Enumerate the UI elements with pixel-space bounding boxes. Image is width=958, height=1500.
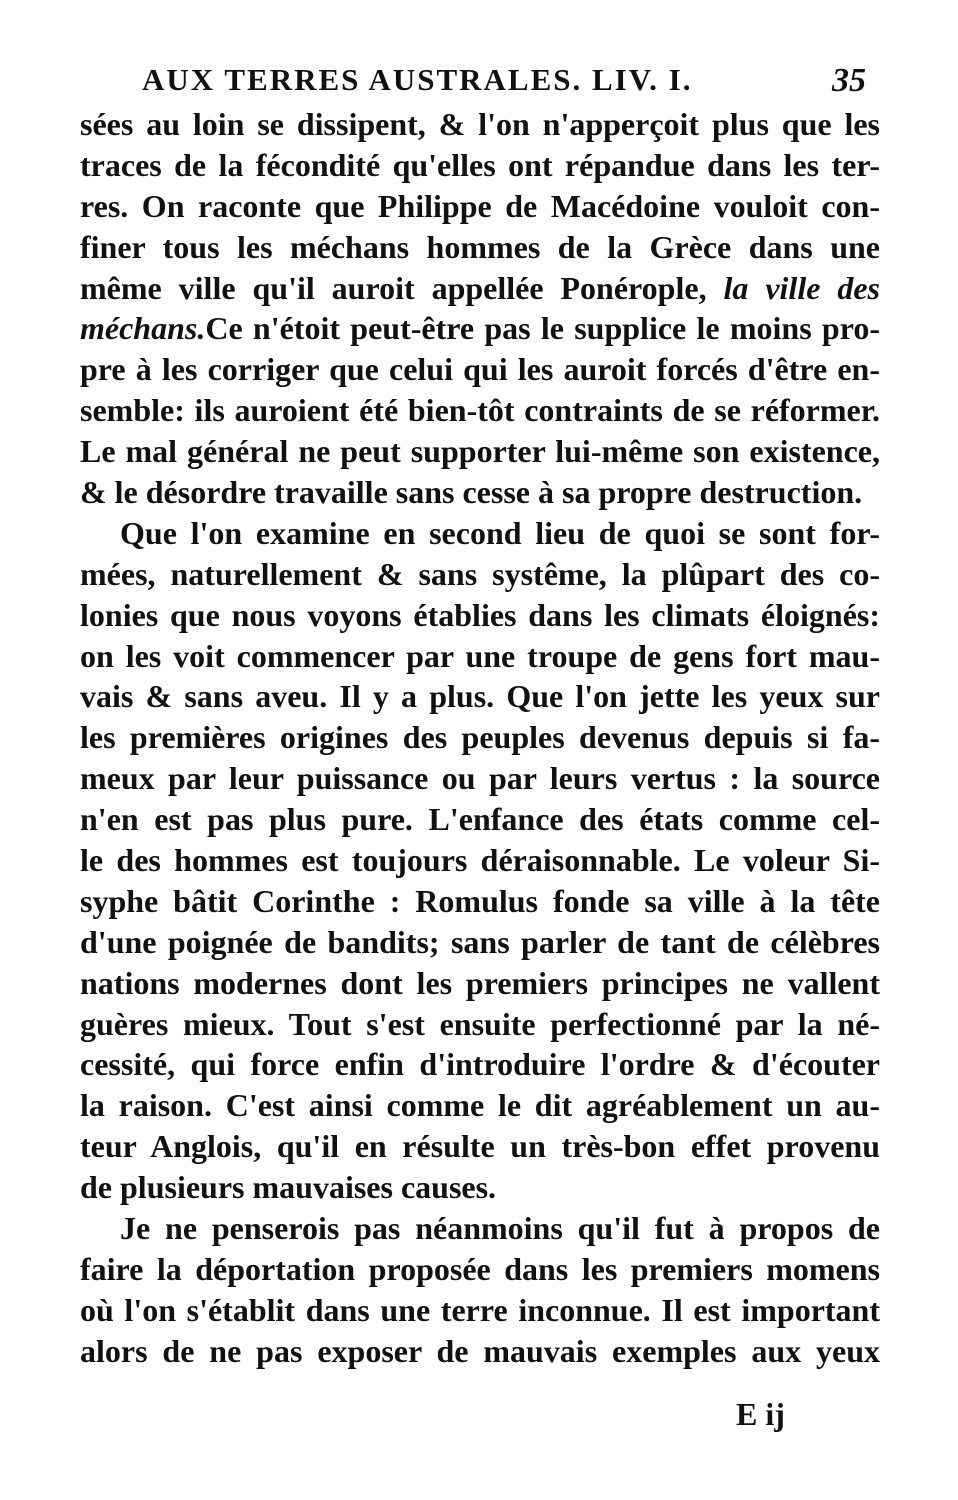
text-line: mées, naturellement & sans systême, la plûpart des co- — [80, 555, 880, 592]
italic-word: méchans. — [80, 310, 206, 347]
text-line: sées au loin se dissipent, & l'on n'apperçoit plus que les — [80, 106, 880, 142]
text-line: cessité, qui force enfin d'introduire l'ordre & d'écouter — [80, 1046, 880, 1083]
text-line: guères mieux. Tout s'est ensuite perfectionné par la né- — [80, 1005, 880, 1042]
text-line: où l'on s'établit dans une terre inconnue. Il est important — [80, 1291, 880, 1328]
text-line: & le désordre travaille sans cesse à sa propre destruction. — [80, 474, 863, 511]
text-line: finer tous les méchans hommes de la Grèce dans une — [80, 228, 880, 265]
text-line: alors de ne pas exposer de mauvais exemples aux yeux — [80, 1332, 880, 1369]
running-head — [142, 58, 882, 104]
text-line: Le mal général ne peut supporter lui-même son existence, — [80, 433, 880, 470]
text-line: semble: ils auroient été bien-tôt contraints de se réformer. — [80, 392, 880, 429]
text-line-start: même ville qu'il auroit appellée Ponérople, — [80, 269, 707, 306]
text-line: d'une poignée de bandits; sans parler de tant de célèbres — [80, 923, 880, 960]
text-line: le des hommes est toujours déraisonnable. Le voleur Si- — [80, 842, 880, 879]
text-line: lonies que nous voyons établies dans les climats éloignés: — [80, 596, 880, 633]
text-line: nations modernes dont les premiers principes ne vallent — [80, 964, 880, 1001]
text-line: on les voit commencer par une troupe de gens fort mau- — [80, 637, 880, 674]
signature-mark: E ij — [736, 1396, 785, 1432]
text-line: vais & sans aveu. Il y a plus. Que l'on jette les yeux sur — [80, 678, 880, 715]
text-line: Je ne penserois pas néanmoins qu'il fut à propos de — [120, 1210, 880, 1247]
page-number: 35 — [832, 62, 866, 99]
text-line-rest: Ce n'étoit peut-être pas le supplice le moins pro- — [205, 310, 880, 347]
text-line: res. On raconte que Philippe de Macédoine vouloit con- — [80, 187, 880, 224]
text-line: n'en est pas plus pure. L'enfance des états comme cel- — [80, 801, 880, 838]
text-line: faire la déportation proposée dans les premiers momens — [80, 1250, 880, 1287]
text-line: les premières origines des peuples devenus depuis si fa- — [80, 719, 880, 756]
text-line: syphe bâtit Corinthe : Romulus fonde sa ville à la tête — [80, 882, 880, 919]
running-head-title: AUX TERRES AUSTRALES. LIV. I. — [142, 62, 693, 97]
italic-phrase: la ville des — [723, 269, 880, 306]
text-line: traces de la fécondité qu'elles ont répandue dans les ter- — [80, 146, 880, 183]
text-line: pre à les corriger que celui qui les auroit forcés d'être en- — [80, 351, 880, 388]
text-line: la raison. C'est ainsi comme le dit agréablement un au- — [80, 1087, 880, 1124]
body-text — [80, 104, 880, 1372]
text-line — [80, 268, 880, 309]
text-line — [80, 308, 880, 349]
text-line: teur Anglois, qu'il en résulte un très-bon effet provenu — [80, 1128, 880, 1165]
text-line: de plusieurs mauvaises causes. — [80, 1169, 497, 1206]
text-line: meux par leur puissance ou par leurs vertus : la source — [80, 760, 880, 797]
text-line: Que l'on examine en second lieu de quoi se sont for- — [120, 514, 880, 551]
